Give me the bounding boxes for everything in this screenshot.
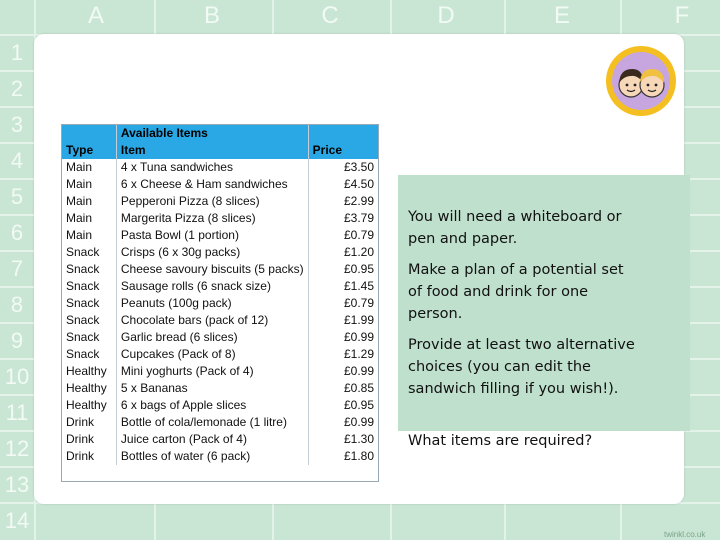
row-number: 2 (10, 76, 24, 101)
row-item: Peanuts (100g pack) (116, 295, 308, 312)
row-number: 5 (10, 184, 24, 209)
row-item: Chocolate bars (pack of 12) (116, 312, 308, 329)
row-price: £1.30 (343, 432, 374, 446)
table-row (62, 227, 378, 244)
row-number: 13 (4, 472, 30, 497)
row-price: £2.99 (343, 194, 374, 208)
children-avatar-icon (606, 46, 676, 116)
row-price: £0.79 (343, 228, 374, 242)
table-banner: Available Items (116, 125, 308, 142)
row-number: 1 (10, 40, 24, 65)
table-row (62, 159, 378, 176)
row-type: Snack (62, 295, 116, 312)
row-type: Drink (62, 414, 116, 431)
row-type: Main (62, 193, 116, 210)
table-row (62, 176, 378, 193)
row-price: £0.99 (343, 415, 374, 429)
row-type: Healthy (62, 397, 116, 414)
row-number: 9 (10, 328, 24, 353)
row-number: 10 (4, 364, 30, 389)
table-row (62, 312, 378, 329)
instruction-plan: Make a plan of a potential set of food and drink for one person. (408, 262, 624, 322)
row-item: Pasta Bowl (1 portion) (116, 227, 308, 244)
column-header-e: E (553, 2, 570, 29)
column-header-a: A (87, 2, 104, 29)
header-type: Type (62, 142, 116, 159)
row-type: Drink (62, 448, 116, 465)
row-price: £3.79 (343, 211, 374, 225)
row-price: £0.85 (343, 381, 374, 395)
row-item: Cupcakes (Pack of 8) (116, 346, 308, 363)
instruction-alternatives: Provide at least two alternative choices (you can edit the sandwich filling if you wish!). (408, 337, 635, 397)
table-header-row (62, 142, 378, 159)
table-row (62, 278, 378, 295)
row-price: £1.99 (343, 313, 374, 327)
row-item: Sausage rolls (6 snack size) (116, 278, 308, 295)
row-type: Healthy (62, 380, 116, 397)
header-item: Item (116, 142, 308, 159)
row-price: £4.50 (343, 177, 374, 191)
table-row (62, 431, 378, 448)
table-row (62, 397, 378, 414)
row-number: 3 (10, 112, 24, 137)
table-row (62, 244, 378, 261)
row-number: 14 (4, 508, 30, 533)
table-banner-row (62, 125, 378, 142)
row-type: Main (62, 159, 116, 176)
row-price: £0.79 (343, 296, 374, 310)
column-header-f: F (674, 2, 690, 29)
header-price: Price (308, 142, 378, 159)
row-price: £0.95 (343, 398, 374, 412)
row-type: Main (62, 227, 116, 244)
row-item: Margerita Pizza (8 slices) (116, 210, 308, 227)
row-number: 8 (10, 292, 24, 317)
row-price: £1.45 (343, 279, 374, 293)
row-number: 7 (10, 256, 24, 281)
table-row (62, 380, 378, 397)
watermark: twinkl.co.uk (664, 530, 706, 539)
row-item: Crisps (6 x 30g packs) (116, 244, 308, 261)
table-row (62, 448, 378, 465)
table-row (62, 210, 378, 227)
table-row (62, 261, 378, 278)
row-item: Bottle of cola/lemonade (1 litre) (116, 414, 308, 431)
column-header-d: D (437, 2, 455, 29)
available-items-table (61, 124, 379, 482)
row-item: Cheese savoury biscuits (5 packs) (116, 261, 308, 278)
row-price: £0.95 (343, 262, 374, 276)
row-type: Healthy (62, 363, 116, 380)
row-item: Juice carton (Pack of 4) (116, 431, 308, 448)
row-type: Snack (62, 261, 116, 278)
table-row (62, 363, 378, 380)
row-number: 4 (10, 148, 24, 173)
table-row (62, 346, 378, 363)
row-item: Garlic bread (6 slices) (116, 329, 308, 346)
table-row (62, 414, 378, 431)
table-row (62, 295, 378, 312)
row-type: Snack (62, 278, 116, 295)
row-type: Main (62, 210, 116, 227)
row-price: £1.20 (343, 245, 374, 259)
row-price: £1.29 (343, 347, 374, 361)
table-row (62, 193, 378, 210)
row-item: 5 x Bananas (116, 380, 308, 397)
row-type: Snack (62, 244, 116, 261)
row-item: Mini yoghurts (Pack of 4) (116, 363, 308, 380)
row-type: Snack (62, 346, 116, 363)
row-item: Pepperoni Pizza (8 slices) (116, 193, 308, 210)
row-type: Drink (62, 431, 116, 448)
row-number: 6 (10, 220, 24, 245)
row-price: £3.50 (343, 160, 374, 174)
avatar-background (612, 52, 670, 110)
row-price: £0.99 (343, 364, 374, 378)
instruction-whiteboard: You will need a whiteboard or pen and paper. (408, 209, 622, 247)
row-number: 12 (4, 436, 30, 461)
row-price: £0.99 (343, 330, 374, 344)
row-item: 4 x Tuna sandwiches (116, 159, 308, 176)
row-type: Snack (62, 329, 116, 346)
row-type: Snack (62, 312, 116, 329)
instruction-question: What items are required? (408, 433, 593, 449)
row-price: £1.80 (343, 449, 374, 463)
row-item: Bottles of water (6 pack) (116, 448, 308, 465)
row-number: 11 (5, 400, 29, 425)
row-type: Main (62, 176, 116, 193)
table-row (62, 329, 378, 346)
column-header-b: B (203, 2, 220, 29)
children-faces-icon (612, 52, 670, 110)
column-header-c: C (321, 2, 339, 29)
row-item: 6 x Cheese & Ham sandwiches (116, 176, 308, 193)
row-item: 6 x bags of Apple slices (116, 397, 308, 414)
